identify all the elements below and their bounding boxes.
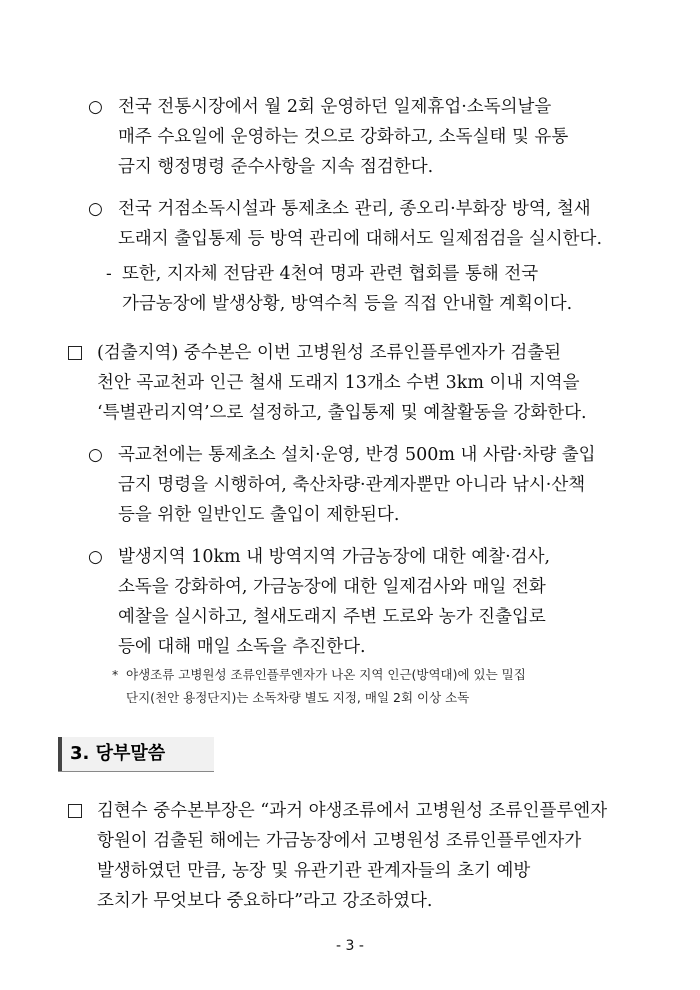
paragraph-line: 도래지 출입통제 등 방역 관리에 대해서도 일제점검을 실시한다. — [118, 229, 603, 249]
circle-bullet: ○ — [88, 97, 103, 117]
paragraph-line: 금지 행정명령 준수사항을 지속 점검한다. — [118, 157, 434, 177]
section-header-bar — [58, 737, 62, 771]
paragraph-line: 조치가 무엇보다 중요하다”라고 강조하였다. — [97, 891, 433, 911]
paragraph-line: 매주 수요일에 운영하는 것으로 강화하고, 소독실태 및 유통 — [118, 127, 569, 147]
square-bullet — [68, 804, 82, 818]
paragraph-line: 전국 전통시장에서 월 2회 운영하던 일제휴업·소독의날을 — [118, 97, 552, 117]
section-header — [58, 737, 214, 772]
footnote-line: 야생조류 고병원성 조류인플루엔자가 나온 지역 인근(방역대)에 있는 밀집 — [126, 667, 526, 682]
dash-bullet: - — [106, 264, 112, 284]
paragraph-line: 가금농장에 발생상황, 방역수칙 등을 직접 안내할 계획이다. — [122, 294, 573, 314]
footnote-line: 단지(천안 용정단지)는 소독차량 별도 지정, 매일 2회 이상 소독 — [126, 690, 470, 705]
paragraph-line: 항원이 검출된 해에는 가금농장에서 고병원성 조류인플루엔자가 — [97, 831, 582, 851]
paragraph-line: 소독을 강화하여, 가금농장에 대한 일제검사와 매일 전화 — [118, 577, 546, 597]
paragraph-line: 김현수 중수본부장은 “과거 야생조류에서 고병원성 조류인플루엔자 — [97, 801, 608, 821]
circle-bullet: ○ — [88, 199, 103, 219]
section-title: 3. 당부말씀 — [70, 743, 166, 764]
paragraph-line: 예찰을 실시하고, 철새도래지 주변 도로와 농가 진출입로 — [118, 607, 546, 627]
circle-bullet: ○ — [88, 445, 103, 465]
page-number: - 3 - — [336, 938, 364, 954]
paragraph-line: ‘특별관리지역’으로 설정하고, 출입통제 및 예찰활동을 강화한다. — [97, 403, 587, 423]
paragraph-line: 발생지역 10km 내 방역지역 가금농장에 대한 예찰·검사, — [118, 547, 551, 567]
paragraph-line: 등을 위한 일반인도 출입이 제한된다. — [118, 505, 400, 525]
footnote-asterisk: * — [112, 667, 119, 682]
square-bullet — [68, 346, 82, 360]
paragraph-line: 또한, 지자체 전담관 4천여 명과 관련 협회를 통해 전국 — [122, 264, 539, 284]
paragraph-line: 천안 곡교천과 인근 철새 도래지 13개소 수변 3km 이내 지역을 — [97, 373, 580, 393]
paragraph-line: 금지 명령을 시행하여, 축산차량·관계자뿐만 아니라 낚시·산책 — [118, 475, 586, 495]
paragraph-line: 발생하였던 만큼, 농장 및 유관기관 관계자들의 초기 예방 — [97, 861, 531, 881]
paragraph-line: 전국 거점소독시설과 통제초소 관리, 종오리·부화장 방역, 철새 — [118, 199, 591, 219]
paragraph-line: 곡교천에는 통제초소 설치·운영, 반경 500m 내 사람·차량 출입 — [118, 445, 596, 465]
circle-bullet: ○ — [88, 547, 103, 567]
paragraph-line: (검출지역) 중수본은 이번 고병원성 조류인플루엔자가 검출된 — [97, 343, 562, 363]
paragraph-line: 등에 대해 매일 소독을 추진한다. — [118, 637, 366, 657]
